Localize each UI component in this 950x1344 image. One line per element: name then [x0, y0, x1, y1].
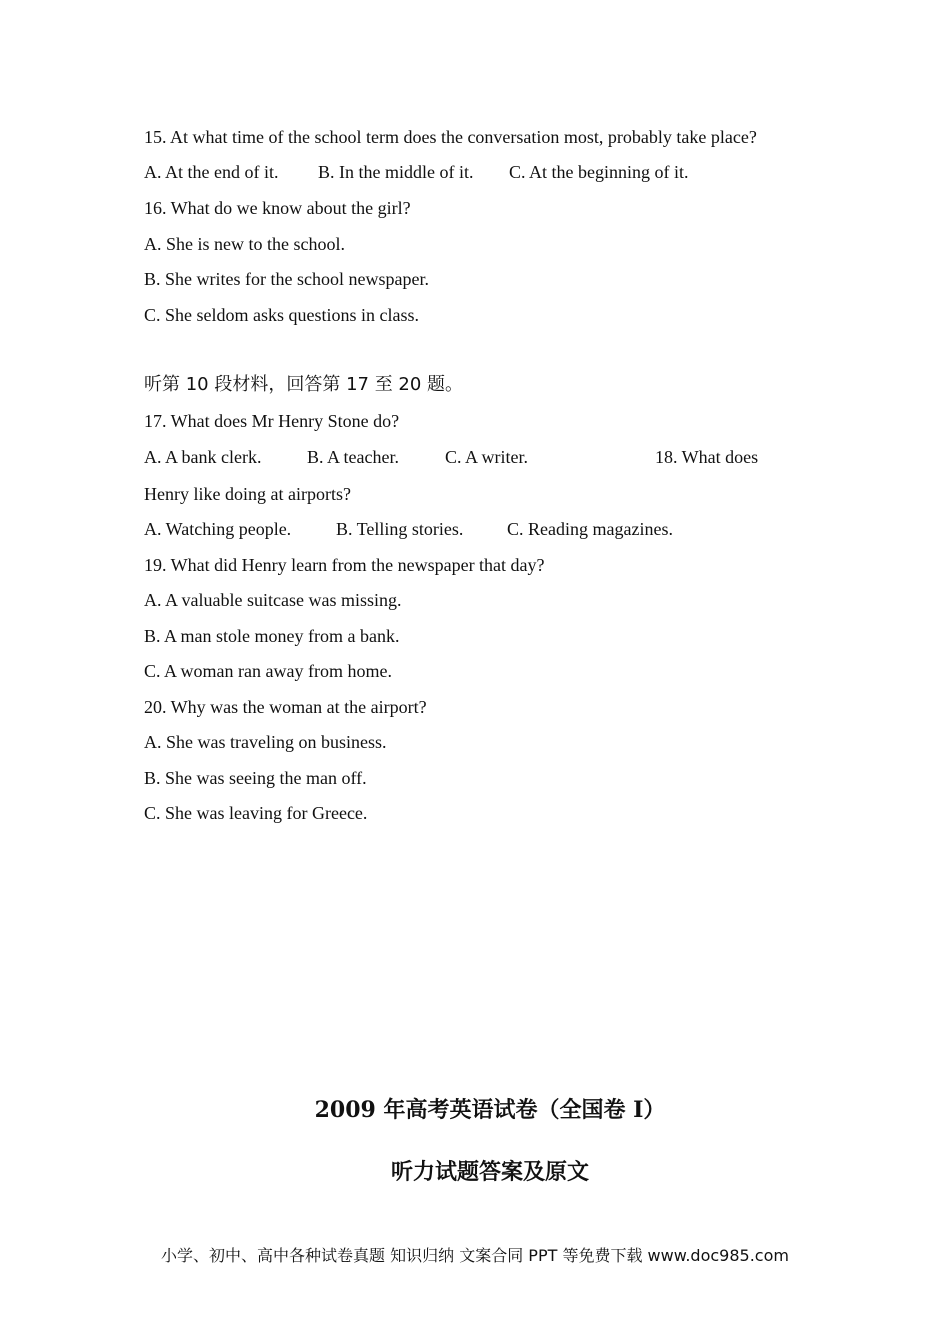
question-17-text: 17. What does Mr Henry Stone do? [144, 411, 400, 431]
question-19-option-c: C. A woman ran away from home. [144, 661, 392, 681]
question-15-text: 15. At what time of the school term does the conversation most, probably take place? [144, 127, 757, 147]
question-19-text: 19. What did Henry learn from the newspaper that day? [144, 555, 545, 575]
question-19-option-b: B. A man stole money from a bank. [144, 626, 400, 646]
question-16-text: 16. What do we know about the girl? [144, 198, 411, 218]
question-19-option-a: A. A valuable suitcase was missing. [144, 590, 402, 610]
question-15-option-a: A. At the end of it. [144, 162, 279, 182]
question-15-option-c: C. At the beginning of it. [509, 162, 689, 182]
question-16-option-b: B. She writes for the school newspaper. [144, 269, 429, 289]
page-footer: 小学、初中、高中各种试卷真题 知识归纳 文案合同 PPT 等免费下载 www.doc985.com [161, 1246, 789, 1265]
exam-title: 2009 年高考英语试卷（全国卷 I） [314, 1097, 666, 1123]
question-20-option-b: B. She was seeing the man off. [144, 768, 367, 788]
question-18-option-a: A. Watching people. [144, 519, 292, 539]
question-18-option-b: B. Telling stories. [336, 519, 464, 539]
question-18-text-end: Henry like doing at airports? [144, 484, 351, 504]
question-17-option-b: B. A teacher. [307, 447, 399, 467]
question-20-option-c: C. She was leaving for Greece. [144, 803, 368, 823]
question-17-option-c: C. A writer. [445, 447, 529, 467]
exam-subtitle: 听力试题答案及原文 [390, 1159, 589, 1185]
section-10-heading: 听第 10 段材料，回答第 17 至 20 题。 [144, 374, 464, 395]
question-20-text: 20. Why was the woman at the airport? [144, 697, 427, 717]
question-20-option-a: A. She was traveling on business. [144, 732, 387, 752]
question-17-option-a: A. A bank clerk. [144, 447, 262, 467]
question-16-option-c: C. She seldom asks questions in class. [144, 305, 419, 325]
question-15-option-b: B. In the middle of it. [318, 162, 474, 182]
question-18-text-start: 18. What does [655, 447, 759, 467]
question-18-option-c: C. Reading magazines. [507, 519, 673, 539]
question-16-option-a: A. She is new to the school. [144, 234, 345, 254]
